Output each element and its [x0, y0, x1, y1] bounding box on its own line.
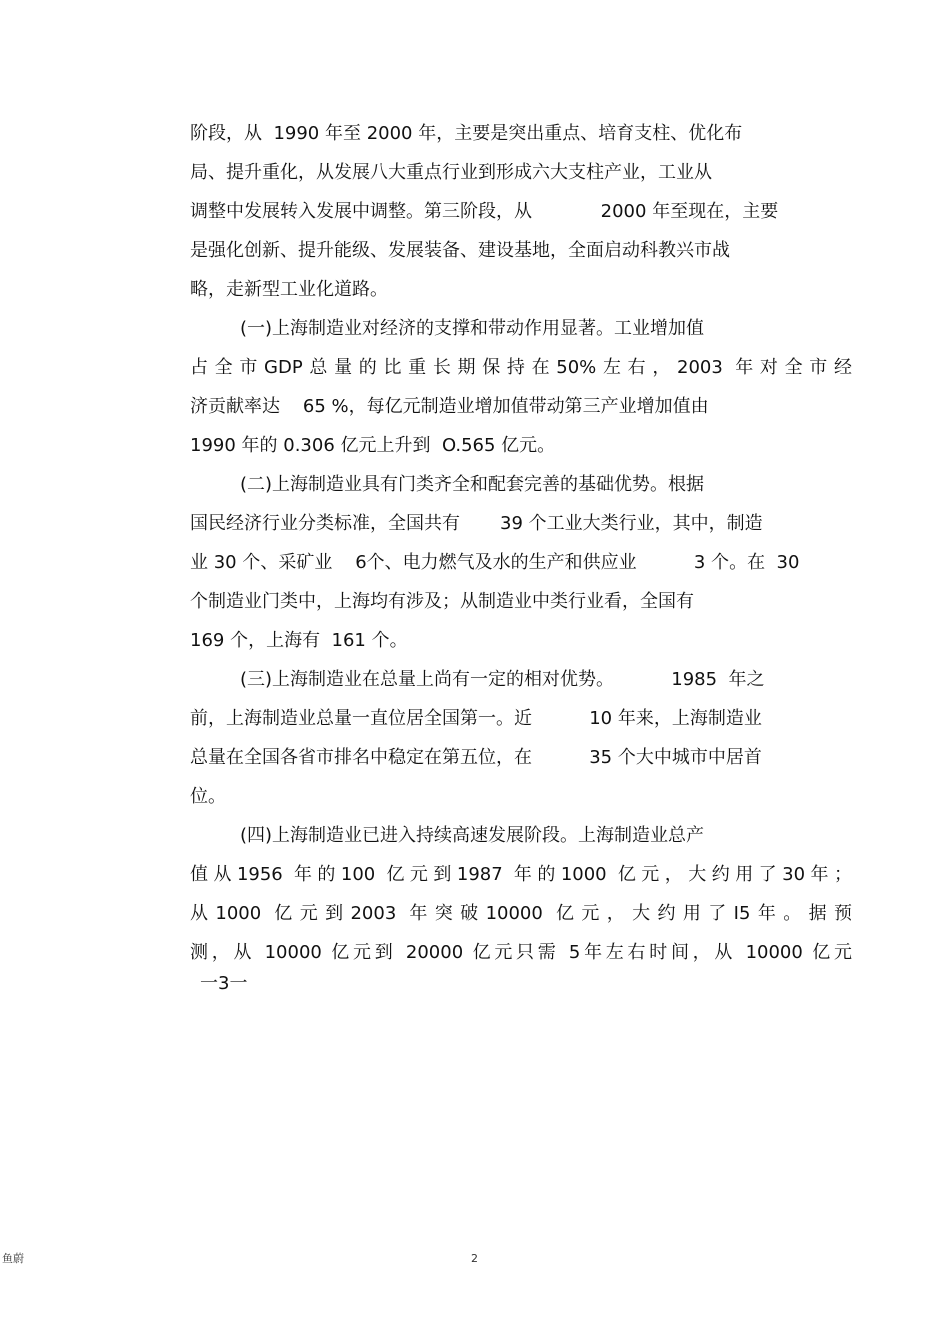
text-line: 169 个，上海有 161 个。 [190, 630, 408, 651]
paragraph-heading: (一)上海制造业对经济的支撑和带动作用显著。工业增加值 [240, 318, 705, 339]
text-line: 局、提升重化，从发展八大重点行业到形成六大支柱产业，工业从 [190, 162, 712, 183]
paragraph-heading: (四)上海制造业已进入持续高速发展阶段。上海制造业总产 [240, 825, 705, 846]
text-line: 前，上海制造业总量一直位居全国第一。近 10 年来，上海制造业 [190, 708, 762, 729]
text-line: 略，走新型工业化道路。 [190, 279, 388, 300]
text-line: 业 30 个、采矿业 6个、电力燃气及水的生产和供应业 3 个。在 30 [190, 552, 800, 573]
text-line: 总量在全国各省市排名中稳定在第五位，在 35 个大中城市中居首 [190, 747, 762, 768]
text-line: 调整中发展转入发展中调整。第三阶段，从 2000 年至现在，主要 [190, 201, 779, 222]
footer-watermark-text: 鱼蔚 [2, 1252, 24, 1265]
text-line: 从1000 亿元到2003 年突破10000 亿元，大约用了I5年。据预 [190, 903, 852, 924]
paragraph-heading: (三)上海制造业在总量上尚有一定的相对优势。 1985 年之 [240, 669, 765, 690]
text-line: 个制造业门类中，上海均有涉及；从制造业中类行业看，全国有 [190, 591, 694, 612]
text-line: 测，从 10000 亿元到 20000 亿元只需 5年左右时间，从 10000 亿元 [190, 942, 852, 963]
text-line: 济贡献率达 65 %，每亿元制造业增加值带动第三产业增加值由 [190, 396, 709, 417]
text-line: 值从1956 年的100 亿元到1987 年的1000 亿元，大约用了30年； [190, 864, 852, 885]
paragraph-heading: (二)上海制造业具有门类齐全和配套完善的基础优势。根据 [240, 474, 705, 495]
page-mark: 一3一 [200, 973, 248, 994]
text-line: 是强化创新、提升能级、发展装备、建设基地，全面启动科教兴市战 [190, 240, 730, 261]
text-line: 1990 年的 0.306 亿元上升到 O.565 亿元。 [190, 435, 556, 456]
text-line: 国民经济行业分类标准，全国共有 39 个工业大类行业，其中，制造 [190, 513, 763, 534]
text-line: 占全市GDP总量的比重长期保持在50%左右，2003 年对全市经 [190, 357, 852, 378]
text-line: 阶段，从 1990 年至 2000 年，主要是突出重点、培育支柱、优化布 [190, 123, 743, 144]
text-line: 位。 [190, 786, 226, 807]
footer-page-number: 2 [471, 1252, 478, 1265]
